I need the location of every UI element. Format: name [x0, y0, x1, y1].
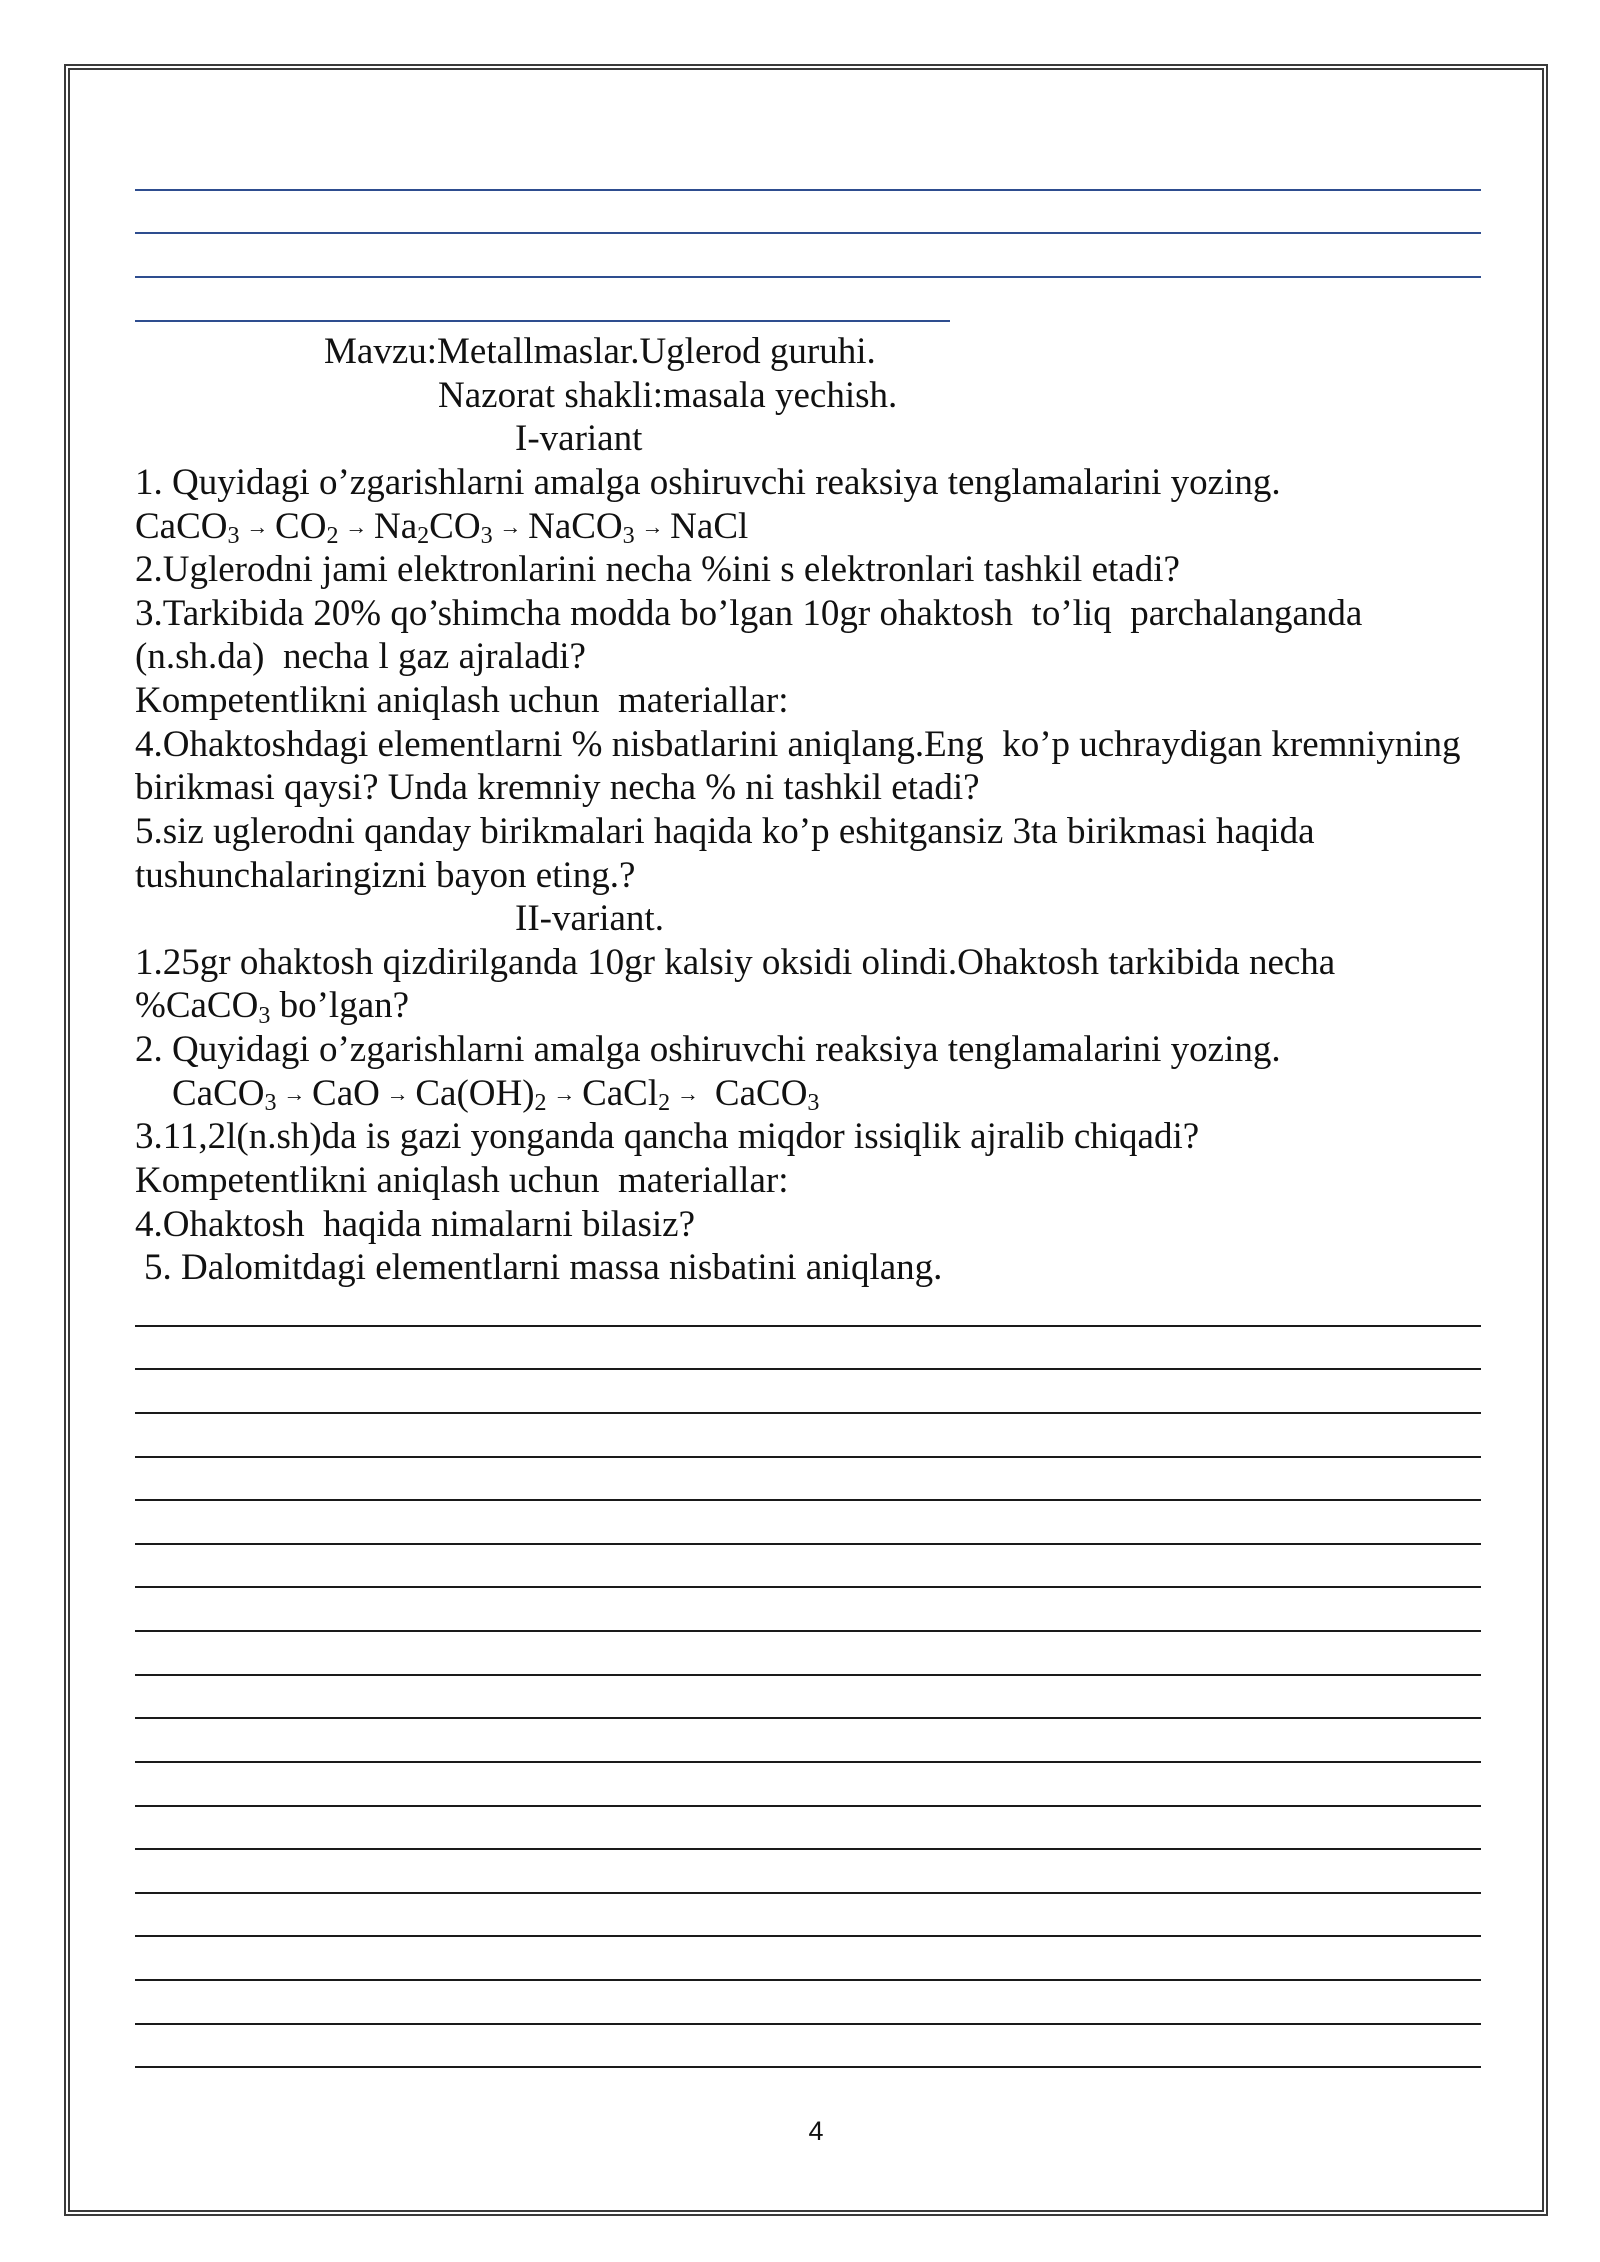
worksheet-content — [135, 330, 1535, 1290]
variant-2-competence-heading: Kompetentlikni aniqlash uchun materiallar: — [135, 1159, 789, 1201]
reaction-arrow: → — [283, 1081, 306, 1107]
topic-line: Mavzu:Metallmaslar.Uglerod guruhi. — [324, 331, 876, 372]
variant-1-title: I-variant — [515, 418, 643, 460]
formula-segment: Na — [373, 505, 418, 547]
answer-line — [135, 1763, 1481, 1807]
formula-segment: CaCO — [705, 1072, 808, 1114]
variant-1-question-3-line-2: (n.sh.da) necha l gaz ajraladi? — [135, 636, 586, 678]
reaction-arrow: → — [386, 1081, 409, 1107]
formula-subscript: 3 — [258, 1002, 271, 1029]
formula-segment: CaO — [312, 1072, 380, 1114]
formula-segment: CO — [429, 505, 481, 547]
formula-subscript: 3 — [807, 1089, 820, 1116]
variant-2-question-2: 2. Quyidagi o’zgarishlarni amalga oshiruvchi reaksiya tenglamalarini yozing. — [135, 1029, 1281, 1070]
formula-segment: CaCO — [172, 1072, 265, 1114]
reaction-arrow: → — [246, 514, 269, 540]
formula-subscript: 3 — [622, 522, 635, 549]
formula-subscript: 3 — [480, 522, 493, 549]
variant-1-question-1: 1. Quyidagi o’zgarishlarni amalga oshiruvchi reaksiya tenglamalarini yozing. — [135, 461, 1281, 503]
variant-1-question-4-line-2: birikmasi qaysi? Unda kremniy necha % ni tashkil etadi? — [135, 767, 980, 809]
answer-line — [135, 1981, 1481, 2025]
variant-1-question-4-line-1: 4.Ohaktoshdagi elementlarni % nisbatlarini aniqlang.Eng ko’p uchraydigan kremniyning — [135, 723, 1461, 765]
answer-line — [135, 1458, 1481, 1502]
formula-subscript: 2 — [658, 1089, 671, 1116]
formula-subscript: 3 — [227, 522, 240, 549]
answer-line — [135, 1807, 1481, 1851]
variant-1-competence-heading: Kompetentlikni aniqlash uchun materiallar: — [135, 680, 789, 721]
answer-line — [135, 1676, 1481, 1720]
formula-segment: %CaCO — [135, 985, 259, 1027]
answer-line — [135, 1850, 1481, 1894]
variant-2-reaction-chain — [135, 1072, 1535, 1116]
variant-1-reaction-chain — [135, 505, 1535, 549]
answer-line — [135, 1370, 1481, 1414]
answer-line — [135, 2025, 1481, 2069]
answer-line — [135, 1545, 1481, 1589]
header-rule-line — [135, 191, 1481, 235]
reaction-arrow: → — [676, 1081, 700, 1107]
answer-line — [135, 1588, 1481, 1632]
page-number: 4 — [808, 2116, 824, 2146]
reaction-arrow: → — [553, 1081, 576, 1107]
formula-segment: CaCl — [582, 1072, 659, 1114]
reaction-arrow: → — [641, 514, 664, 540]
header-rule-line — [135, 278, 950, 322]
answer-line — [135, 1894, 1481, 1938]
reaction-arrow: → — [345, 514, 368, 540]
formula-segment: NaCl — [670, 505, 749, 547]
formula-segment: CO — [275, 505, 327, 547]
answer-line — [135, 1719, 1481, 1763]
answer-line — [135, 1632, 1481, 1676]
variant-2-question-5: 5. Dalomitdagi elementlarni massa nisbatini aniqlang. — [144, 1247, 943, 1289]
control-form-line: Nazorat shakli:masala yechish. — [438, 374, 898, 416]
reaction-arrow: → — [499, 514, 522, 540]
header-rule-line — [135, 234, 1481, 278]
answer-line — [135, 1937, 1481, 1981]
answer-line — [135, 1327, 1481, 1371]
answer-lines — [135, 1283, 1481, 2068]
answer-line — [135, 1414, 1481, 1458]
formula-segment: Ca(OH) — [415, 1072, 535, 1114]
header-rule-lines — [135, 147, 1481, 322]
variant-1-question-2: 2.Uglerodni jami elektronlarini necha %ini s elektronlari tashkil etadi? — [135, 549, 1180, 591]
variant-2-title: II-variant. — [515, 898, 664, 940]
variant-2-question-3: 3.11,2l(n.sh)da is gazi yonganda qancha miqdor issiqlik ajralib chiqadi? — [135, 1116, 1200, 1158]
variant-1-question-3-line-1: 3.Tarkibida 20% qo’shimcha modda bo’lgan 10gr ohaktosh to’liq parchalanganda — [135, 592, 1363, 634]
variant-2-question-4: 4.Ohaktosh haqida nimalarni bilasiz? — [135, 1203, 695, 1245]
formula-subscript: 2 — [417, 522, 430, 549]
formula-subscript: 2 — [534, 1089, 547, 1116]
header-rule-line — [135, 147, 1481, 191]
variant-1-question-5-line-1: 5.siz uglerodni qanday birikmalari haqida ko’p eshitgansiz 3ta birikmasi haqida — [135, 810, 1315, 852]
variant-2-question-1-line-1: 1.25gr ohaktosh qizdirilganda 10gr kalsiy oksidi olindi.Ohaktosh tarkibida necha — [135, 941, 1336, 983]
answer-line — [135, 1501, 1481, 1545]
formula-subscript: 3 — [264, 1089, 277, 1116]
question-text-segment: bo’lgan? — [270, 985, 410, 1027]
formula-segment: CaCO — [135, 505, 228, 547]
formula-segment: NaCO — [528, 505, 623, 547]
variant-2-question-1-line-2 — [135, 984, 1535, 1028]
formula-subscript: 2 — [326, 522, 339, 549]
variant-1-question-5-line-2: tushunchalaringizni bayon eting.? — [135, 854, 636, 896]
answer-line — [135, 1283, 1481, 1327]
